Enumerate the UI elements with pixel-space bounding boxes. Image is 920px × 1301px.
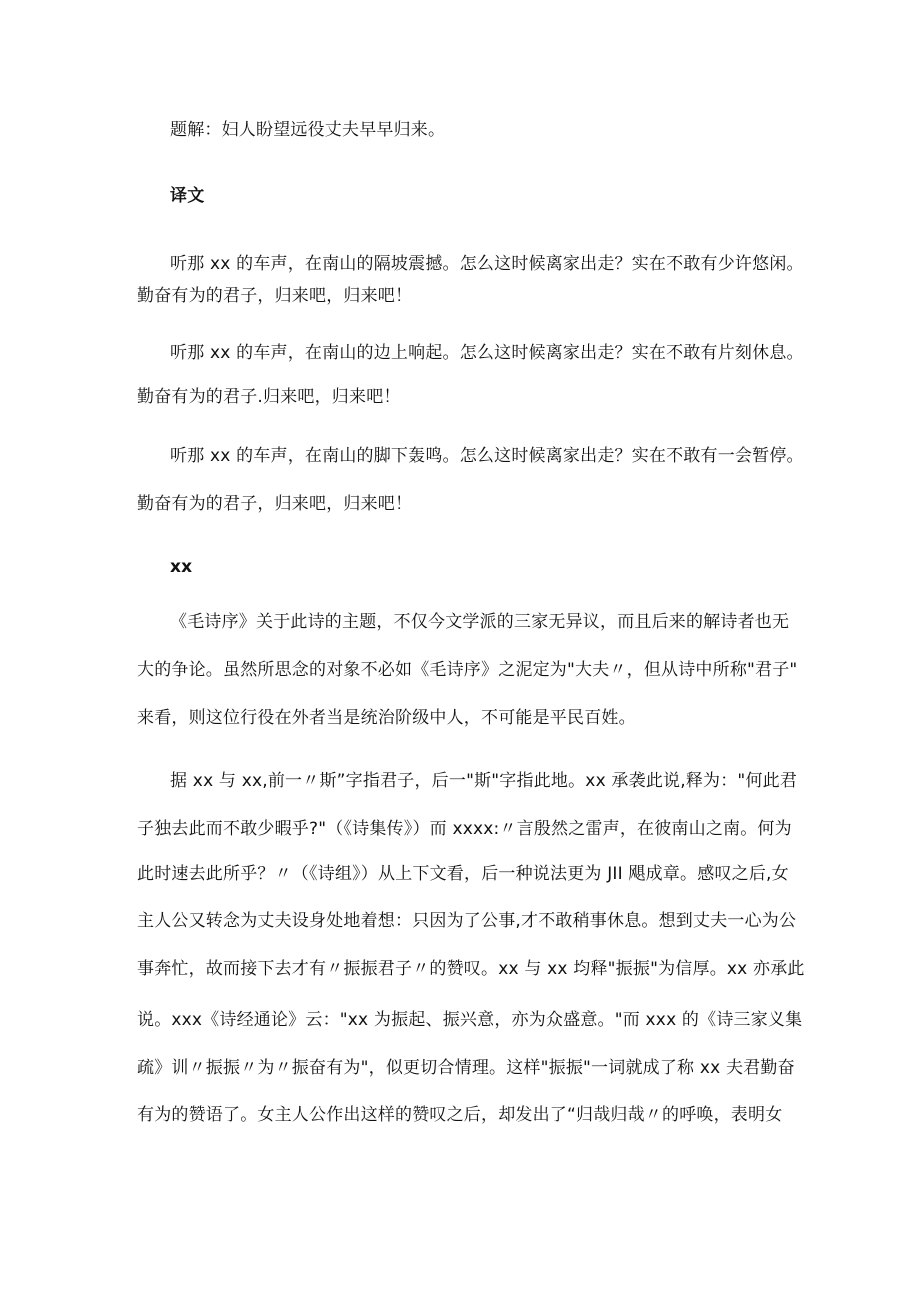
commentary-p2-line7: 疏》训〃振振〃为〃振奋有为"，似更切合情理。这样"振振"一词就成了称 xx 夫君勤奋: [137, 1058, 795, 1078]
commentary-p2-line2: 子独去此而不敢少暇乎?"（《诗集传》）而 xxxx:〃言殷然之雷声，在彼南山之南。何为: [137, 819, 792, 839]
translation-p1-line2: 勤奋有为的君子，归来吧，归来吧！: [137, 286, 413, 306]
commentary-p2-line4: 主人公又转念为丈夫设身处地着想：只因为了公事,才不敢稍事休息。想到丈夫一心为公: [137, 911, 797, 931]
commentary-p2-line6: 说。xxx《诗经通论》云："xx 为振起、振兴意，亦为众盛意。"而 xxx 的《诗三家义集: [137, 1010, 803, 1030]
commentary-heading: xx: [170, 557, 193, 577]
commentary-p2-line5: 事奔忙，故而接下去才有〃振振君子〃的赞叹。xx 与 xx 均释"振振"为信厚。xx 亦承此: [137, 959, 805, 979]
commentary-p1-line3: 来看，则这位行役在外者当是统治阶级中人，不可能是平民百姓。: [137, 708, 636, 728]
translation-p3-line2: 勤奋有为的君子，归来吧，归来吧！: [137, 494, 413, 514]
translation-p3-line1: 听那 xx 的车声，在南山的脚下轰鸣。怎么这时候离家出走？实在不敢有一会暂停。: [170, 446, 804, 466]
translation-heading: 译文: [170, 186, 205, 206]
commentary-p2-line1: 据 xx 与 xx,前一〃斯”字指君子，后一"斯"字指此地。xx 承袭此说,释为："何此君: [170, 771, 798, 791]
translation-p1-line1: 听那 xx 的车声，在南山的隔坡震撼。怎么这时候离家出走？实在不敢有少许悠闲。: [170, 254, 804, 274]
commentary-p1-line2: 大的争论。虽然所思念的对象不必如《毛诗序》之泥定为"大夫〃，但从诗中所称"君子": [137, 660, 798, 680]
translation-p2-line1: 听那 xx 的车声，在南山的边上响起。怎么这时候离家出走？实在不敢有片刻休息。: [170, 343, 804, 363]
commentary-p2-line8: 有为的赞语了。女主人公作出这样的赞叹之后，却发出了“归哉归哉〃的呼唤，表明女: [137, 1105, 783, 1125]
commentary-p2-line3: 此时速去此所乎？〃（《诗组》）从上下文看，后一种说法更为 JII 飓成章。感叹之后,女: [137, 864, 789, 884]
commentary-p1-line1: 《毛诗序》关于此诗的主题，不仅今文学派的三家无异议，而且后来的解诗者也无: [170, 612, 790, 632]
translation-p2-line2: 勤奋有为的君子.归来吧，归来吧！: [137, 387, 401, 407]
intro-line: 题解：妇人盼望远役丈夫早早归来。: [170, 120, 446, 140]
